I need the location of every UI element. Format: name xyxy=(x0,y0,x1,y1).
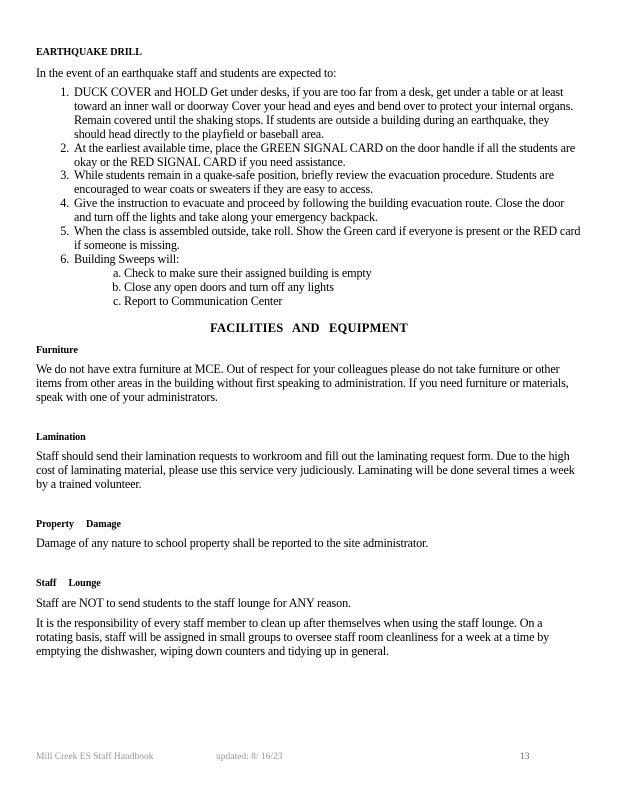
furniture-text: We do not have extra furniture at MCE. Out of respect for your colleagues please do not take furniture or other items from other areas in the building without first speaking to administration. If you need furniture or materials, speak with one of your administrators. xyxy=(36,362,569,404)
furniture-heading: Furniture xyxy=(36,344,78,356)
staff-lounge-heading: Staff Lounge xyxy=(36,577,101,589)
staff-lounge-rule: Staff are NOT to send students to the staff lounge for ANY reason. xyxy=(36,596,351,610)
earthquake-step: 3. While students remain in a quake-safe position, briefly review the evacuation procedure. Students are encouraged to wear coats or sweaters if they are easy to access. xyxy=(72,169,582,197)
page-footer xyxy=(36,752,582,766)
building-sweeps-list xyxy=(74,267,582,309)
facilities-title: FACILITIES AND EQUIPMENT xyxy=(210,321,408,335)
earthquake-step-list xyxy=(36,86,582,309)
property-damage-heading: Property Damage xyxy=(36,518,121,530)
footer-updated-date: updated: 8/ 16/23 xyxy=(216,752,283,762)
earthquake-step: 1. DUCK COVER and HOLD Get under desks, if you are too far from a desk, get under a table or at least toward an inner wall or doorway Cover your head and eyes and bend over to protect your internal organs. Remain covered until the shaking stops. If students are outside a building during an earthquake, they should head directly to the playfield or baseball area. xyxy=(72,86,582,142)
earthquake-step: 5. When the class is assembled outside, take roll. Show the Green card if everyone is present or the RED card if someone is missing. xyxy=(72,225,582,253)
staff-lounge-text: It is the responsibility of every staff member to clean up after themselves when using the staff lounge. On a rotating basis, staff will be assigned in small groups to oversee staff room cleanliness for a week at a time by emptying the dishwasher, wiping down counters and tidying up in general. xyxy=(36,616,550,658)
earthquake-drill-heading: EARTHQUAKE DRILL xyxy=(36,46,142,58)
footer-handbook-title: Mill Creek ES Staff Handbook xyxy=(36,752,154,762)
sweep-task: b. Close any open doors and turn off any lights xyxy=(124,281,582,295)
sweep-task: a. Check to make sure their assigned building is empty xyxy=(124,267,582,281)
lamination-heading: Lamination xyxy=(36,431,86,443)
building-sweeps-label: Building Sweeps will: xyxy=(74,251,180,266)
lamination-text: Staff should send their lamination requests to workroom and fill out the laminating request form. Due to the high cost of laminating material, please use this service very judiciously. Laminating will be done several times a week by a trained volunteer. xyxy=(36,449,575,491)
earthquake-steps xyxy=(36,86,582,309)
property-damage-text: Damage of any nature to school property shall be reported to the site administrator. xyxy=(36,536,429,550)
earthquake-step-sweeps xyxy=(72,253,582,309)
sweep-task: c. Report to Communication Center xyxy=(124,295,582,309)
earthquake-step: 2. At the earliest available time, place the GREEN SIGNAL CARD on the door handle if all the students are okay or the RED SIGNAL CARD if you need assistance. xyxy=(72,142,582,170)
earthquake-intro: In the event of an earthquake staff and students are expected to: xyxy=(36,66,337,80)
footer-page-number: 13 xyxy=(520,752,530,762)
earthquake-step: 4. Give the instruction to evacuate and proceed by following the building evacuation route. Close the door and turn off the lights and take along your emergency backpack. xyxy=(72,197,582,225)
